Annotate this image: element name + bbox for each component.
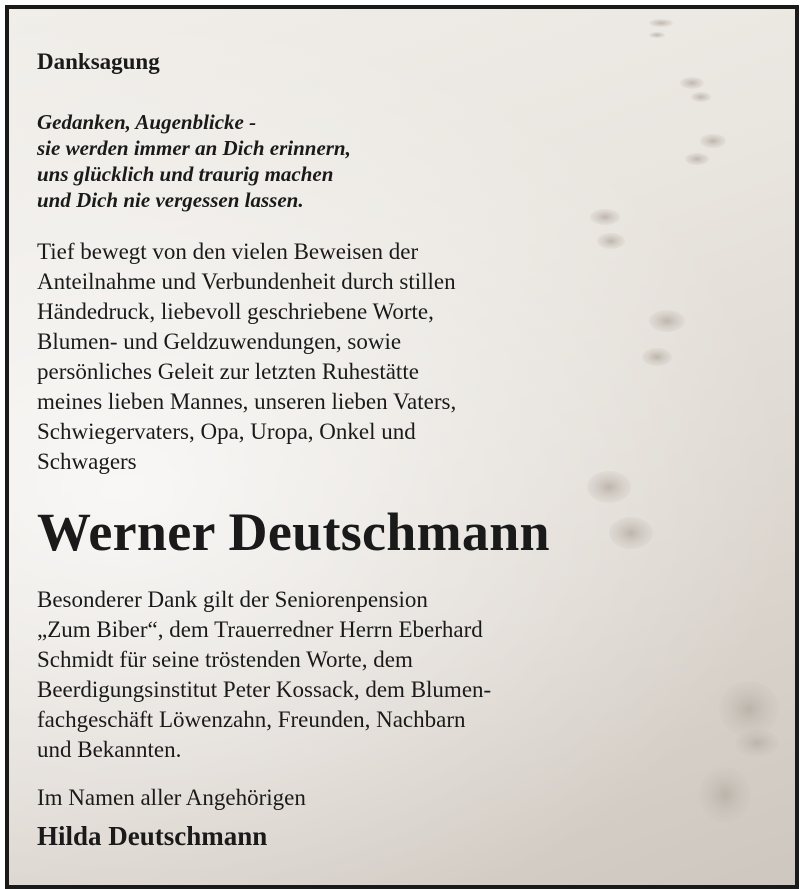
footprint-icon xyxy=(699,681,779,823)
footprint-icon xyxy=(685,134,726,165)
paragraph-line: Beerdigungsinstitut Peter Kossack, dem Blumen- xyxy=(37,677,492,702)
paragraph-line: Händedruck, liebevoll geschriebene Worte, xyxy=(37,299,434,324)
paragraph-line: Tief bewegt von den vielen Beweisen der xyxy=(37,239,419,264)
paragraph-line: Besonderer Dank gilt der Seniorenpension xyxy=(37,587,428,612)
poem xyxy=(37,109,351,213)
closing-line: Im Namen aller Angehörigen xyxy=(37,785,306,810)
paragraph-line: fachgeschäft Löwenzahn, Freunden, Nachbarn xyxy=(37,707,466,732)
paragraph-line: Blumen- und Geldzuwendungen, sowie xyxy=(37,329,402,354)
poem-line: uns glücklich und traurig machen xyxy=(37,162,334,186)
poem-line: sie werden immer an Dich erinnern, xyxy=(37,136,351,160)
paragraph-line: und Bekannten. xyxy=(37,737,182,762)
heading: Danksagung xyxy=(37,49,160,74)
footprint-icon xyxy=(680,77,711,102)
footprint-icon xyxy=(642,310,685,366)
deceased-name: Werner Deutschmann xyxy=(37,502,550,562)
paragraph-line: Schwagers xyxy=(37,449,137,474)
gratitude-paragraph xyxy=(37,237,597,477)
paragraph-line: Schmidt für seine tröstenden Worte, dem xyxy=(37,647,413,672)
paragraph-line: Schwiegervaters, Opa, Uropa, Onkel und xyxy=(37,419,416,444)
poem-line: Gedanken, Augenblicke - xyxy=(37,110,257,134)
paragraph-line: meines lieben Mannes, unseren lieben Vaters, xyxy=(37,389,457,414)
footprint-icon xyxy=(649,19,673,38)
paragraph-line: Anteilnahme und Verbundenheit durch stillen xyxy=(37,269,456,294)
signature: Hilda Deutschmann xyxy=(37,821,268,851)
paragraph-line: „Zum Biber“, dem Trauerredner Herrn Eberhard xyxy=(37,617,483,642)
paragraph-line: persönliches Geleit zur letzten Ruhestätte xyxy=(37,359,419,384)
footprint-icon xyxy=(587,471,653,549)
thanks-paragraph xyxy=(37,585,617,765)
poem-line: und Dich nie vergessen lassen. xyxy=(37,188,304,212)
obituary-card xyxy=(5,5,799,889)
